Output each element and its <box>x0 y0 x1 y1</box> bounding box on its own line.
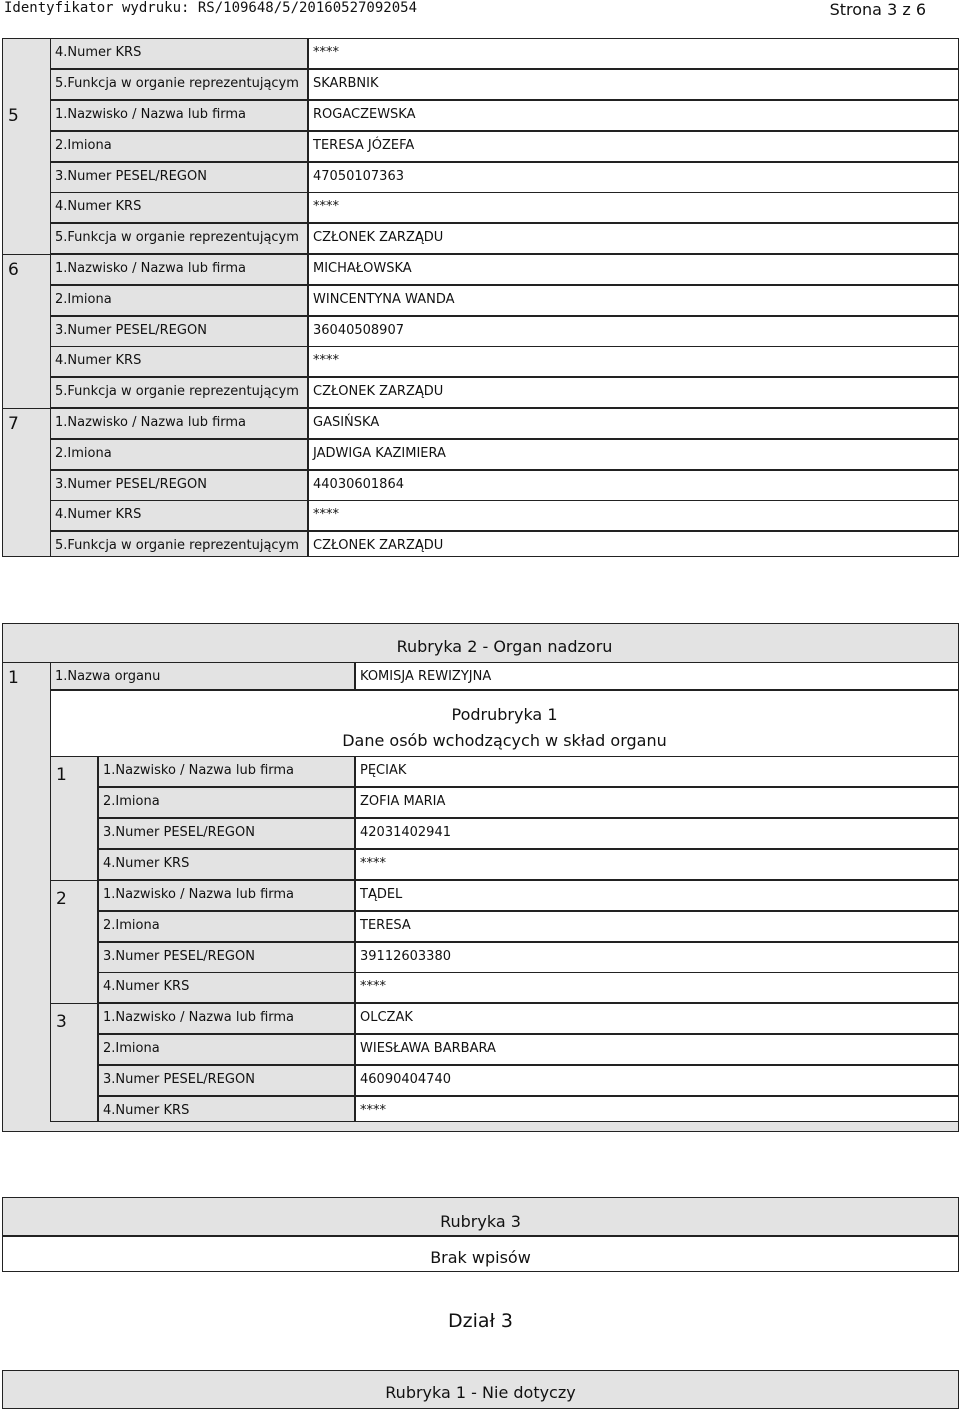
imiona-value: ZOFIA MARIA <box>355 787 959 818</box>
funkcja-label: 5.Funkcja w organie reprezentującym <box>50 69 308 100</box>
member-number: 2 <box>56 889 67 909</box>
pesel-value: 39112603380 <box>355 942 959 973</box>
funkcja-value: CZŁONEK ZARZĄDU <box>308 223 959 254</box>
funkcja-label: 5.Funkcja w organie reprezentującym <box>50 377 308 408</box>
podrubryka-subtitle: Dane osób wchodzących w skład organu <box>342 731 667 750</box>
imiona-label: 2.Imiona <box>50 439 308 470</box>
member-number: 3 <box>56 1012 67 1032</box>
page-number: Strona 3 z 6 <box>829 0 926 19</box>
pesel-label: 3.Numer PESEL/REGON <box>98 818 355 849</box>
pesel-label: 3.Numer PESEL/REGON <box>50 162 308 193</box>
pesel-label: 3.Numer PESEL/REGON <box>98 1065 355 1096</box>
nazwisko-value: OLCZAK <box>355 1003 959 1034</box>
funkcja-value: SKARBNIK <box>308 69 959 100</box>
pesel-value: 44030601864 <box>308 470 959 501</box>
krs-value: **** <box>308 500 959 531</box>
pesel-value: 36040508907 <box>308 316 959 347</box>
dzial-3-title: Dział 3 <box>447 1310 514 1332</box>
krs-label: 4.Numer KRS <box>98 849 355 880</box>
imiona-label: 2.Imiona <box>50 131 308 162</box>
krs-value: **** <box>355 849 959 880</box>
imiona-value: WINCENTYNA WANDA <box>308 285 959 316</box>
krs-label: 4.Numer KRS <box>50 500 308 531</box>
pesel-label: 3.Numer PESEL/REGON <box>50 316 308 347</box>
nazwisko-label: 1.Nazwisko / Nazwa lub firma <box>50 100 308 131</box>
nazwisko-label: 1.Nazwisko / Nazwa lub firma <box>98 756 355 787</box>
nazwisko-label: 1.Nazwisko / Nazwa lub firma <box>50 254 308 285</box>
krs-value: **** <box>308 38 959 69</box>
rubryka-2-title: Rubryka 2 - Organ nadzoru <box>396 637 613 656</box>
imiona-value: WIESŁAWA BARBARA <box>355 1034 959 1065</box>
imiona-label: 2.Imiona <box>98 1034 355 1065</box>
imiona-label: 2.Imiona <box>98 787 355 818</box>
nazwisko-value: MICHAŁOWSKA <box>308 254 959 285</box>
krs-label: 4.Numer KRS <box>50 192 308 223</box>
krs-value: **** <box>355 972 959 1003</box>
pesel-value: 42031402941 <box>355 818 959 849</box>
krs-label: 4.Numer KRS <box>98 972 355 1003</box>
entry-number: 5 <box>8 106 19 126</box>
nazwisko-label: 1.Nazwisko / Nazwa lub firma <box>98 880 355 911</box>
nazwa-organu-value: KOMISJA REWIZYJNA <box>355 662 959 690</box>
member-number: 1 <box>56 765 67 785</box>
organ-number: 1 <box>8 668 19 688</box>
nazwisko-value: ROGACZEWSKA <box>308 100 959 131</box>
nazwa-organu-label: 1.Nazwa organu <box>50 662 355 690</box>
no-entries-note: Brak wpisów <box>430 1248 531 1267</box>
pesel-value: 47050107363 <box>308 162 959 193</box>
pesel-value: 46090404740 <box>355 1065 959 1096</box>
funkcja-label: 5.Funkcja w organie reprezentującym <box>50 531 308 557</box>
entry-number: 6 <box>8 260 19 280</box>
pesel-label: 3.Numer PESEL/REGON <box>50 470 308 501</box>
krs-label: 4.Numer KRS <box>50 38 308 69</box>
nazwisko-value: TĄDEL <box>355 880 959 911</box>
imiona-label: 2.Imiona <box>50 285 308 316</box>
imiona-label: 2.Imiona <box>98 911 355 942</box>
nazwisko-label: 1.Nazwisko / Nazwa lub firma <box>98 1003 355 1034</box>
rubryka-3-title: Rubryka 3 <box>440 1212 521 1231</box>
imiona-value: TERESA <box>355 911 959 942</box>
krs-label: 4.Numer KRS <box>98 1096 355 1122</box>
funkcja-label: 5.Funkcja w organie reprezentującym <box>50 223 308 254</box>
imiona-value: TERESA JÓZEFA <box>308 131 959 162</box>
funkcja-value: CZŁONEK ZARZĄDU <box>308 531 959 557</box>
podrubryka-number-column <box>50 756 98 1122</box>
imiona-value: JADWIGA KAZIMIERA <box>308 439 959 470</box>
rubryka-1-title: Rubryka 1 - Nie dotyczy <box>385 1383 576 1402</box>
member-divider <box>50 1003 98 1004</box>
print-identifier: Identyfikator wydruku: RS/109648/5/20160527092054 <box>4 0 418 16</box>
podrubryka-title: Podrubryka 1 <box>451 705 558 724</box>
entry-number: 7 <box>8 414 19 434</box>
funkcja-value: CZŁONEK ZARZĄDU <box>308 377 959 408</box>
krs-value: **** <box>308 192 959 223</box>
krs-value: **** <box>308 346 959 377</box>
krs-value: **** <box>355 1096 959 1122</box>
member-divider <box>50 880 98 881</box>
nazwisko-value: PĘCIAK <box>355 756 959 787</box>
pesel-label: 3.Numer PESEL/REGON <box>98 942 355 973</box>
krs-label: 4.Numer KRS <box>50 346 308 377</box>
nazwisko-label: 1.Nazwisko / Nazwa lub firma <box>50 408 308 439</box>
nazwisko-value: GASIŃSKA <box>308 408 959 439</box>
